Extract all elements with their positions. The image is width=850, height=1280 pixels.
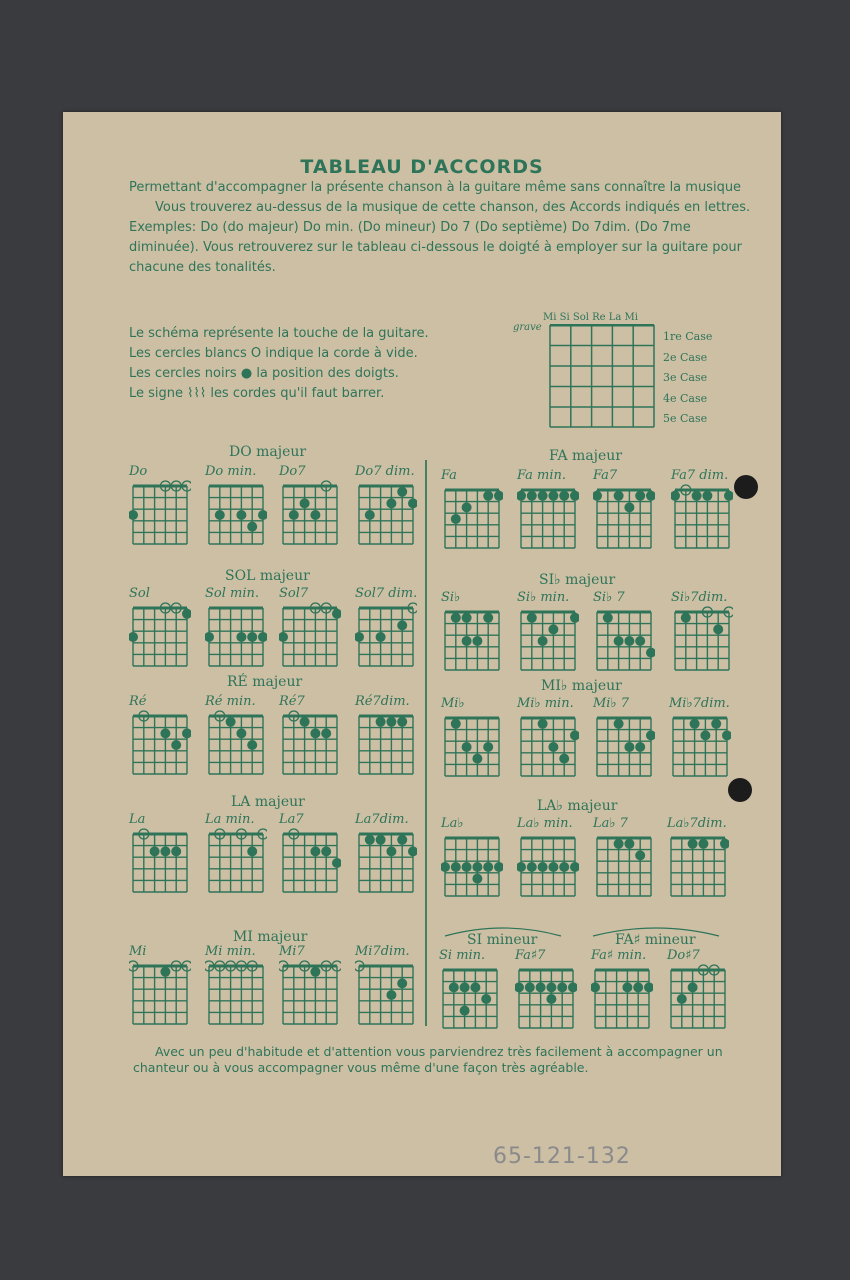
page-title: TABLEAU D'ACCORDS — [300, 156, 544, 178]
finger-dot — [171, 846, 181, 856]
finger-dot — [546, 994, 556, 1004]
finger-dot — [258, 510, 267, 520]
chord-grid — [279, 960, 341, 1028]
chord-name: La min. — [205, 812, 255, 827]
chord-diagram — [205, 464, 277, 544]
reference-grid — [549, 324, 655, 428]
finger-dot — [593, 491, 602, 501]
finger-dot — [698, 839, 708, 849]
finger-dot — [570, 730, 579, 740]
chord-diagram — [593, 816, 665, 896]
finger-dot — [690, 719, 700, 729]
finger-dot — [688, 839, 698, 849]
chord-name: Do7 — [279, 464, 306, 479]
finger-dot — [182, 609, 191, 619]
chord-diagram — [355, 464, 427, 544]
chord-name: La7 — [279, 812, 304, 827]
chord-name: Fa min. — [517, 468, 567, 483]
finger-dot — [591, 982, 600, 992]
chord-diagram — [671, 468, 743, 548]
chord-diagram — [355, 812, 427, 892]
finger-dot — [451, 613, 461, 623]
finger-dot — [215, 510, 225, 520]
chord-diagram — [439, 948, 511, 1028]
finger-dot — [171, 740, 181, 750]
chord-diagram — [355, 586, 427, 666]
finger-dot — [247, 522, 257, 532]
chord-grid — [355, 828, 417, 896]
chord-grid — [441, 484, 503, 552]
chord-name: Si♭ — [441, 590, 461, 605]
finger-dot — [258, 632, 267, 642]
legend-line: Le schéma représente la touche de la guitare. — [129, 326, 429, 341]
finger-dot — [397, 835, 407, 845]
finger-dot — [635, 491, 645, 501]
intro-paragraph-1: Permettant d'accompagner la présente chanson à la guitare même sans connaître la musique — [129, 180, 742, 195]
finger-dot — [570, 491, 579, 501]
chord-name: Si♭ min. — [517, 590, 570, 605]
finger-dot — [205, 632, 214, 642]
chord-grid — [593, 484, 655, 552]
chord-name: Fa — [441, 468, 457, 483]
finger-dot — [548, 624, 558, 634]
chord-grid — [355, 602, 417, 670]
group-title-la: LA majeur — [231, 794, 305, 810]
finger-dot — [483, 742, 493, 752]
case-label: 5e Case — [663, 412, 708, 425]
chord-diagram — [517, 816, 589, 896]
group-title-fas-mineur: FA♯ mineur — [615, 932, 696, 948]
finger-dot — [386, 846, 396, 856]
finger-dot — [536, 982, 546, 992]
document-sheet — [63, 112, 781, 1176]
chord-grid — [439, 964, 501, 1032]
chord-grid — [517, 712, 579, 780]
chord-grid — [279, 602, 341, 670]
chord-diagram — [129, 464, 201, 544]
chord-name: La♭ min. — [517, 816, 573, 831]
chord-name: Fa♯ min. — [591, 948, 647, 963]
group-title-si-mineur: SI mineur — [467, 932, 538, 948]
finger-dot — [386, 498, 396, 508]
finger-dot — [515, 982, 524, 992]
finger-dot — [614, 636, 624, 646]
finger-dot — [321, 846, 331, 856]
chord-grid — [205, 602, 267, 670]
chord-diagram — [667, 816, 739, 896]
grave-label: grave — [513, 322, 542, 333]
chord-diagram — [591, 948, 663, 1028]
chord-name: Ré — [129, 694, 147, 709]
chord-grid — [129, 828, 191, 896]
finger-dot — [451, 862, 461, 872]
finger-dot — [624, 839, 634, 849]
chord-diagram — [515, 948, 587, 1028]
finger-dot — [688, 982, 698, 992]
chord-grid — [441, 832, 503, 900]
legend-line: Le signe ⌇⌇⌇ les cordes qu'il faut barrer. — [129, 386, 385, 401]
finger-dot — [646, 491, 655, 501]
finger-dot — [310, 728, 320, 738]
finger-dot — [300, 498, 310, 508]
chord-grid — [441, 712, 503, 780]
finger-dot — [365, 510, 375, 520]
finger-dot — [332, 858, 341, 868]
finger-dot — [386, 717, 396, 727]
case-label: 1re Case — [663, 330, 713, 343]
chord-name: Fa7 dim. — [671, 468, 729, 483]
chord-diagram — [441, 696, 513, 776]
reference-fretboard — [513, 312, 773, 432]
finger-dot — [160, 846, 170, 856]
finger-dot — [635, 850, 645, 860]
chord-name: Mi♭ — [441, 696, 465, 711]
chord-diagram — [129, 944, 201, 1024]
chord-grid — [515, 964, 577, 1032]
finger-dot — [557, 982, 567, 992]
chord-diagram — [593, 590, 665, 670]
finger-dot — [397, 978, 407, 988]
chord-grid — [593, 712, 655, 780]
chord-name: Do7 dim. — [355, 464, 415, 479]
finger-dot — [677, 994, 687, 1004]
finger-dot — [525, 982, 535, 992]
chord-grid — [129, 602, 191, 670]
finger-dot — [483, 862, 493, 872]
finger-dot — [722, 730, 731, 740]
finger-dot — [321, 728, 331, 738]
finger-dot — [462, 742, 472, 752]
chord-grid — [205, 710, 267, 778]
chord-name: Mi7 — [279, 944, 305, 959]
finger-dot — [247, 740, 257, 750]
finger-dot — [182, 728, 191, 738]
chord-name: Mi♭ min. — [517, 696, 574, 711]
finger-dot — [451, 719, 461, 729]
chord-diagram — [205, 586, 277, 666]
chord-grid — [279, 480, 341, 548]
finger-dot — [527, 613, 537, 623]
fas-mineur-arc — [591, 924, 721, 938]
finger-dot — [671, 491, 680, 501]
chord-grid — [279, 710, 341, 778]
finger-dot — [711, 719, 721, 729]
legend-line: Les cercles noirs ● la position des doigts. — [129, 366, 399, 381]
finger-dot — [538, 491, 548, 501]
finger-dot — [559, 491, 569, 501]
finger-dot — [724, 491, 733, 501]
finger-dot — [462, 502, 472, 512]
finger-dot — [310, 510, 320, 520]
chord-name: Ré7dim. — [355, 694, 410, 709]
chord-name: Si♭7dim. — [671, 590, 728, 605]
chord-name: La♭ 7 — [593, 816, 628, 831]
fret-case-labels — [663, 330, 712, 433]
chord-name: Mi — [129, 944, 147, 959]
finger-dot — [633, 982, 643, 992]
chord-name: Do♯7 — [667, 948, 700, 963]
finger-dot — [408, 498, 417, 508]
chord-grid — [593, 606, 655, 674]
finger-dot — [646, 648, 655, 658]
finger-dot — [129, 632, 138, 642]
finger-dot — [494, 862, 503, 872]
finger-dot — [300, 717, 310, 727]
chord-grid — [591, 964, 653, 1032]
finger-dot — [517, 491, 526, 501]
footer-paragraph: Avec un peu d'habitude et d'attention vous parviendrez très facilement à accompagner un chanteur ou à vous accompagner vous même d'une façon très agréable. — [133, 1044, 723, 1075]
finger-dot — [310, 846, 320, 856]
chord-diagram — [667, 948, 739, 1028]
finger-dot — [570, 613, 579, 623]
chord-name: Do — [129, 464, 148, 479]
finger-dot — [646, 730, 655, 740]
finger-dot — [236, 510, 246, 520]
chord-grid — [129, 960, 191, 1028]
finger-dot — [570, 862, 579, 872]
finger-dot — [614, 491, 624, 501]
finger-dot — [397, 620, 407, 630]
chord-grid — [517, 832, 579, 900]
chord-grid — [205, 828, 267, 896]
finger-dot — [460, 1006, 470, 1016]
chord-diagram — [205, 694, 277, 774]
finger-dot — [462, 613, 472, 623]
finger-dot — [236, 632, 246, 642]
chord-grid — [593, 832, 655, 900]
finger-dot — [624, 502, 634, 512]
si-mineur-arc — [443, 924, 563, 938]
punch-hole — [728, 778, 752, 802]
finger-dot — [614, 719, 624, 729]
chord-name: Ré7 — [279, 694, 305, 709]
legend-line: Les cercles blancs O indique la corde à vide. — [129, 346, 418, 361]
string-names: Mi Si Sol Re La Mi — [543, 312, 638, 323]
chord-name: Fa♯7 — [515, 948, 546, 963]
finger-dot — [548, 491, 558, 501]
finger-dot — [483, 613, 493, 623]
chord-grid — [671, 484, 733, 552]
chord-name: Mi♭7dim. — [669, 696, 730, 711]
finger-dot — [538, 719, 548, 729]
finger-dot — [713, 624, 723, 634]
chord-diagram — [279, 812, 351, 892]
finger-dot — [279, 632, 288, 642]
finger-dot — [355, 632, 364, 642]
chord-diagram — [669, 696, 741, 776]
chord-diagram — [517, 590, 589, 670]
chord-diagram — [279, 944, 351, 1024]
chord-grid — [129, 480, 191, 548]
chord-diagram — [129, 694, 201, 774]
chord-diagram — [517, 468, 589, 548]
finger-dot — [622, 982, 632, 992]
finger-dot — [462, 862, 472, 872]
finger-dot — [449, 982, 459, 992]
finger-dot — [538, 862, 548, 872]
group-title-fa: FA majeur — [549, 448, 623, 464]
footer-text — [133, 1044, 743, 1076]
finger-dot — [150, 846, 160, 856]
chord-name: Sol — [129, 586, 150, 601]
punch-hole — [734, 475, 758, 499]
finger-dot — [376, 717, 386, 727]
group-title-mi: MI majeur — [233, 929, 308, 945]
chord-name: La♭ — [441, 816, 464, 831]
inventory-number: 65-121-132 — [493, 1144, 631, 1169]
chord-grid — [129, 710, 191, 778]
intro-paragraph-2: Vous trouverez au-dessus de la musique de cette chanson, des Accords indiqués en lettres. Exemples: Do (do majeur) Do min. (Do mineur) Do 7 (Do septième) Do 7dim. (Do 7me diminuée). Vous retrouverez sur le tableau ci-dessous le doigté à employer sur la guitare pour chacune des tonalités. — [129, 200, 751, 275]
finger-dot — [472, 862, 482, 872]
chord-name: Mi min. — [205, 944, 256, 959]
chord-grid — [355, 480, 417, 548]
finger-dot — [700, 730, 710, 740]
chord-grid — [441, 606, 503, 674]
finger-dot — [376, 835, 386, 845]
finger-dot — [624, 742, 634, 752]
finger-dot — [386, 990, 396, 1000]
case-label: 4e Case — [663, 391, 708, 405]
chord-diagram — [129, 586, 201, 666]
legend — [129, 324, 489, 404]
chord-grid — [355, 960, 417, 1028]
finger-dot — [160, 967, 170, 977]
chord-diagram — [593, 468, 665, 548]
finger-dot — [517, 862, 526, 872]
finger-dot — [472, 754, 482, 764]
finger-dot — [720, 839, 729, 849]
chord-grid — [517, 484, 579, 552]
finger-dot — [472, 636, 482, 646]
finger-dot — [247, 632, 257, 642]
chord-grid — [517, 606, 579, 674]
chord-name: Do min. — [205, 464, 257, 479]
chord-grid — [669, 712, 731, 780]
finger-dot — [548, 862, 558, 872]
finger-dot — [635, 742, 645, 752]
chord-grid — [667, 832, 729, 900]
group-title-lab: LA♭ majeur — [537, 798, 618, 814]
chord-diagram — [441, 468, 513, 548]
finger-dot — [527, 862, 537, 872]
finger-dot — [226, 717, 236, 727]
chord-name: Mi♭ 7 — [593, 696, 630, 711]
finger-dot — [527, 491, 537, 501]
finger-dot — [441, 862, 450, 872]
finger-dot — [548, 742, 558, 752]
case-label: 3e Case — [663, 371, 708, 384]
chord-diagram — [671, 590, 743, 670]
chord-diagram — [279, 464, 351, 544]
finger-dot — [568, 982, 577, 992]
finger-dot — [289, 510, 299, 520]
group-title-do: DO majeur — [229, 444, 307, 460]
chord-grid — [205, 480, 267, 548]
chord-grid — [667, 964, 729, 1032]
finger-dot — [546, 982, 556, 992]
group-title-mib: MI♭ majeur — [541, 678, 622, 694]
finger-dot — [408, 846, 417, 856]
finger-dot — [635, 636, 645, 646]
chord-diagram — [441, 590, 513, 670]
chord-diagram — [129, 812, 201, 892]
chord-diagram — [517, 696, 589, 776]
finger-dot — [624, 636, 634, 646]
finger-dot — [397, 487, 407, 497]
chord-diagram — [355, 694, 427, 774]
chord-name: Fa7 — [593, 468, 618, 483]
finger-dot — [462, 636, 472, 646]
chord-name: La — [129, 812, 146, 827]
chord-diagram — [205, 944, 277, 1024]
finger-dot — [644, 982, 653, 992]
finger-dot — [376, 632, 386, 642]
chord-name: Sol7 dim. — [355, 586, 418, 601]
finger-dot — [681, 613, 691, 623]
chord-name: Ré min. — [205, 694, 256, 709]
finger-dot — [559, 754, 569, 764]
chord-name: Sol min. — [205, 586, 260, 601]
finger-dot — [365, 835, 375, 845]
finger-dot — [481, 994, 491, 1004]
chord-diagram — [355, 944, 427, 1024]
chord-grid — [355, 710, 417, 778]
chord-diagram — [279, 694, 351, 774]
finger-dot — [472, 874, 482, 884]
finger-dot — [614, 839, 624, 849]
chord-name: Si min. — [439, 948, 486, 963]
chord-name: La♭7dim. — [667, 816, 727, 831]
finger-dot — [538, 636, 548, 646]
finger-dot — [310, 967, 320, 977]
chord-name: Si♭ 7 — [593, 590, 625, 605]
chord-grid — [205, 960, 267, 1028]
finger-dot — [397, 717, 407, 727]
finger-dot — [247, 846, 257, 856]
chord-diagram — [441, 816, 513, 896]
finger-dot — [332, 609, 341, 619]
chord-name: La7dim. — [355, 812, 409, 827]
chord-diagram — [593, 696, 665, 776]
finger-dot — [702, 491, 712, 501]
finger-dot — [494, 491, 503, 501]
group-title-re: RÉ majeur — [227, 674, 303, 690]
group-title-sib: SI♭ majeur — [539, 572, 616, 588]
finger-dot — [470, 982, 480, 992]
finger-dot — [603, 613, 613, 623]
chord-name: Sol7 — [279, 586, 309, 601]
finger-dot — [460, 982, 470, 992]
finger-dot — [160, 728, 170, 738]
case-label: 2e Case — [663, 350, 708, 364]
chord-name: Mi7dim. — [355, 944, 410, 959]
finger-dot — [129, 510, 138, 520]
finger-dot — [236, 728, 246, 738]
finger-dot — [483, 491, 493, 501]
finger-dot — [451, 514, 461, 524]
finger-dot — [559, 862, 569, 872]
chord-grid — [279, 828, 341, 896]
chord-grid — [671, 606, 733, 674]
finger-dot — [692, 491, 702, 501]
chord-diagram — [279, 586, 351, 666]
chord-diagram — [205, 812, 277, 892]
group-title-sol: SOL majeur — [225, 568, 310, 584]
intro-text — [129, 178, 751, 278]
